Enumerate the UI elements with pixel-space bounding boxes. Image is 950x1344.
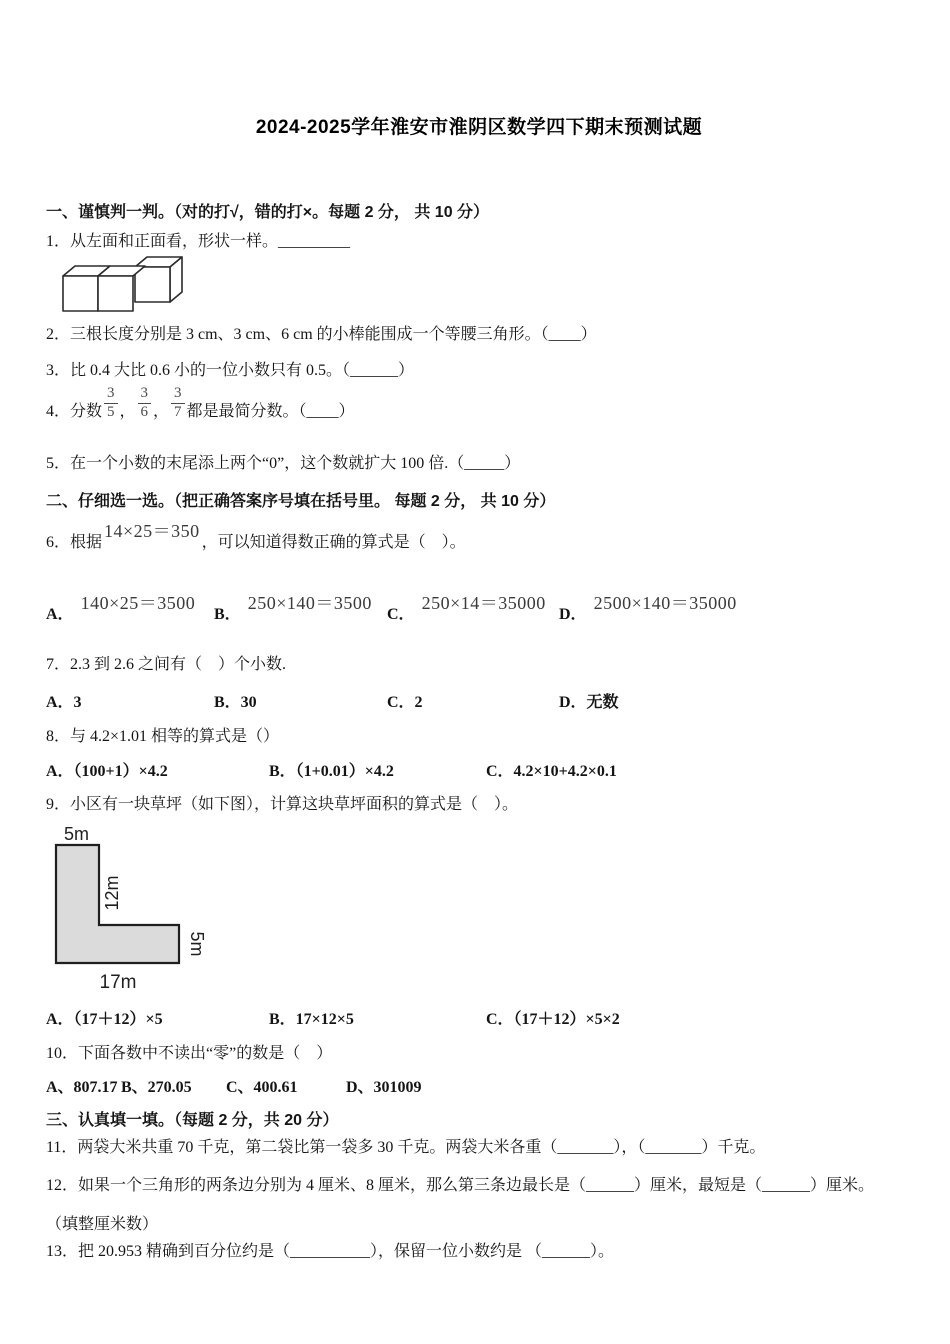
question-6-options xyxy=(46,585,912,633)
question-10: 10．下面各数中不读出“零”的数是（ ） xyxy=(46,1044,333,1062)
question-8-option-c: C．4.2×10+4.2×0.1 xyxy=(486,762,617,780)
question-6 xyxy=(46,513,912,561)
question-9-option-a: A．（17＋12）×5 xyxy=(46,1010,163,1028)
cube-figure-svg xyxy=(60,255,195,315)
question-10-option-c: C、400.61 xyxy=(226,1078,298,1096)
question-9: 9．小区有一块草坪（如下图），计算这块草坪面积的算式是（ ）。 xyxy=(46,795,519,813)
question-1-blank: _________ xyxy=(278,233,351,250)
question-6-option-c: C．250×14＝35000 xyxy=(387,592,546,623)
question-7-options xyxy=(46,693,912,712)
question-6-option-d: D．2500×140＝35000 xyxy=(559,592,737,623)
cube-figure xyxy=(60,255,912,315)
question-3: 3．比 0.4 大比 0.6 小的一位小数只有 0.5。（______） xyxy=(46,362,415,379)
question-10-option-d: D、301009 xyxy=(346,1078,422,1096)
question-12: 12．如果一个三角形的两条边分别为 4 厘米、8 厘米，那么第三条边最长是（______）厘米，最短是（______）厘米。 xyxy=(46,1176,875,1194)
section-1-heading: 一、谨慎判一判。（对的打√，错的打×。每题 2 分， 共 10 分） xyxy=(46,204,490,221)
question-7-option-a: A．3 xyxy=(46,693,82,711)
question-7-option-b: B．30 xyxy=(214,693,257,711)
question-8-option-b: B．（1+0.01）×4.2 xyxy=(269,762,394,780)
question-10-option-a: A、807.17 xyxy=(46,1078,118,1096)
question-1 xyxy=(46,232,912,251)
question-9-option-c: C．（17＋12）×5×2 xyxy=(486,1010,620,1028)
exam-title: 2024-2025学年淮安市淮阴区数学四下期末预测试题 xyxy=(255,117,703,138)
back-cube-front-face xyxy=(135,267,170,302)
question-4-prefix: 4．分数 xyxy=(46,402,103,420)
section-2-heading: 二、仔细选一选。（把正确答案序号填在括号里。 每题 2 分， 共 10 分） xyxy=(46,492,556,510)
question-12-note: （填整厘米数） xyxy=(46,1215,159,1233)
figure-label-right: 5m xyxy=(187,931,207,957)
figure-label-side: 12m xyxy=(102,875,122,911)
question-9-options xyxy=(46,1010,912,1029)
question-6-option-b: B．250×140＝3500 xyxy=(214,592,372,623)
question-8: 8．与 4.2×1.01 相等的算式是（） xyxy=(46,727,280,745)
figure-label-top: 5m xyxy=(64,825,90,844)
fraction-separator: ， xyxy=(153,402,170,420)
section-3-heading: 三、认真填一填。（每题 2 分，共 20 分） xyxy=(46,1111,339,1129)
question-7: 7．2.3 到 2.6 之间有（ ）个小数. xyxy=(46,655,287,673)
question-8-option-a: A．（100+1）×4.2 xyxy=(46,762,168,780)
question-7-option-c: C．2 xyxy=(387,693,423,711)
question-6-equation: 14×25＝350 xyxy=(104,520,200,541)
fraction-3-5: $\frac{3}{5}$ xyxy=(104,386,118,421)
left-cube-front-face xyxy=(63,276,98,311)
fraction-separator: ， xyxy=(119,402,136,420)
middle-cube-front-face xyxy=(98,276,133,311)
question-8-options xyxy=(46,762,912,781)
question-9-option-b: B．17×12×5 xyxy=(269,1010,354,1028)
question-6-suffix: ，可以知道得数正确的算式是（ ）。 xyxy=(201,533,466,551)
question-6-prefix: 6．根据 xyxy=(46,533,103,551)
question-1-text: 1．从左面和正面看，形状一样。 xyxy=(46,233,279,250)
question-5: 5．在一个小数的末尾添上两个“0”，这个数就扩大 100 倍.（_____） xyxy=(46,454,521,472)
question-2: 2．三根长度分别是 3 cm、3 cm、6 cm 的小棒能围成一个等腰三角形。（____） xyxy=(46,326,597,343)
question-7-option-d: D．无数 xyxy=(559,693,619,711)
lawn-figure xyxy=(52,826,912,996)
fraction-3-7: $\frac{3}{7}$ xyxy=(171,386,185,421)
question-10-option-b: B、270.05 xyxy=(121,1078,192,1096)
question-4 xyxy=(46,386,912,430)
question-6-option-a: A．140×25＝3500 xyxy=(46,592,196,623)
lawn-figure-svg xyxy=(52,826,292,996)
question-11: 11．两袋大米共重 70 千克，第二袋比第一袋多 30 千克。两袋大米各重（_______），（_______）千克。 xyxy=(46,1138,766,1156)
figure-label-bottom: 17m xyxy=(99,971,137,993)
question-4-suffix: 都是最简分数。（____） xyxy=(186,402,355,420)
question-10-options xyxy=(46,1078,912,1097)
fraction-3-6: $\frac{3}{6}$ xyxy=(138,386,152,421)
question-13: 13．把 20.953 精确到百分位约是（__________），保留一位小数约是 （______）。 xyxy=(46,1242,615,1260)
